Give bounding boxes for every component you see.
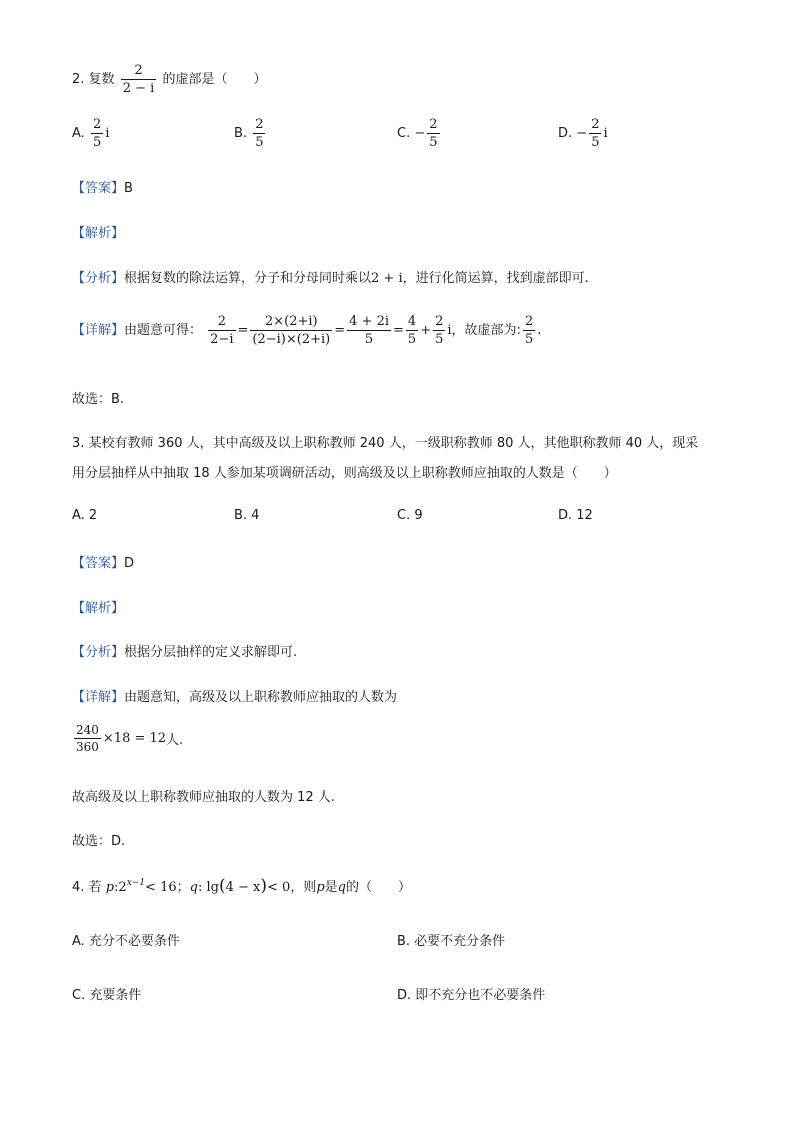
q4-option-a: A. 充分不必要条件 <box>72 934 180 949</box>
q4-option-c: C. 充要条件 <box>72 988 142 1003</box>
q2-choose: 故选：B. <box>72 392 125 407</box>
q4-option-b: B. 必要不充分条件 <box>397 934 506 949</box>
q2-number: 2. <box>72 72 85 87</box>
q2-analysis-tag: 【解析】 <box>72 226 125 241</box>
q3-analysis-tag: 【解析】 <box>72 601 125 616</box>
q3-stem-line2: 用分层抽样从中抽取 18 人参加某项调研活动，则高级及以上职称教师应抽取的人数是（ ） <box>72 466 617 481</box>
answer-value: B <box>124 181 133 196</box>
q2-stem <box>72 64 266 95</box>
q2-option-d: D. − $\frac{2}{5}$ i <box>558 117 608 150</box>
q3-stem-line1: 3. 某校有教师 360 人，其中高级及以上职称教师 240 人，一级职称教师 80 人，其他职称教师 40 人，现采 <box>72 436 699 451</box>
q3-option-c: C. 9 <box>397 508 423 523</box>
q2-post: 的虚部是（ ） <box>162 72 267 87</box>
q4-stem: 4. 若 $p:2^{x-1}< 16$；q: lg(4 − x)< 0，则p是q的（ ） <box>72 876 412 896</box>
q2-pre: 复数 <box>88 72 115 87</box>
answer-tag: 【答案】 <box>72 181 125 196</box>
q3-detail: 【详解】由题意知，高级及以上职称教师应抽取的人数为 <box>72 690 398 705</box>
q2-detail: 【详解】由题意可得： $\frac{2}{2-i}$ = $\frac{2\times(2+i)}{(2-i)\times(2+i)}$ = $\frac{4 + 2i}{5}$ = $\frac{4}{5}$ + $\frac{2}{5}$ i，故虚部为: $\frac{2}{5}$ . <box>72 314 542 347</box>
q3-option-a: A. 2 <box>72 508 98 523</box>
q4-option-d: D. 即不充分也不必要条件 <box>397 988 546 1003</box>
q3-choose: 故选：D. <box>72 834 126 849</box>
q3-option-b: B. 4 <box>234 508 260 523</box>
q2-option-a: A. $\frac{2}{5}$ i <box>72 117 110 150</box>
q3-conclusion: 故高级及以上职称教师应抽取的人数为 12 人. <box>72 790 335 805</box>
q2-option-b: B. $\frac{2}{5}$ <box>234 117 264 150</box>
q2-option-c: C. − $\frac{2}{5}$ <box>397 117 438 150</box>
q3-calculation: $\frac{240}{360}$ ×18 = 12人. <box>76 723 184 754</box>
q2-fenxi: 【分析】根据复数的除法运算，分子和分母同时乘以2 + i，进行化简运算，找到虚部即可. <box>72 271 589 286</box>
q2-answer <box>72 177 133 196</box>
q3-answer: 【答案】D <box>72 556 135 571</box>
q3-fenxi: 【分析】根据分层抽样的定义求解即可. <box>72 645 298 660</box>
q2-fraction: $\frac{2}{2 - i}$ <box>122 63 155 96</box>
q3-option-d: D. 12 <box>558 508 593 523</box>
